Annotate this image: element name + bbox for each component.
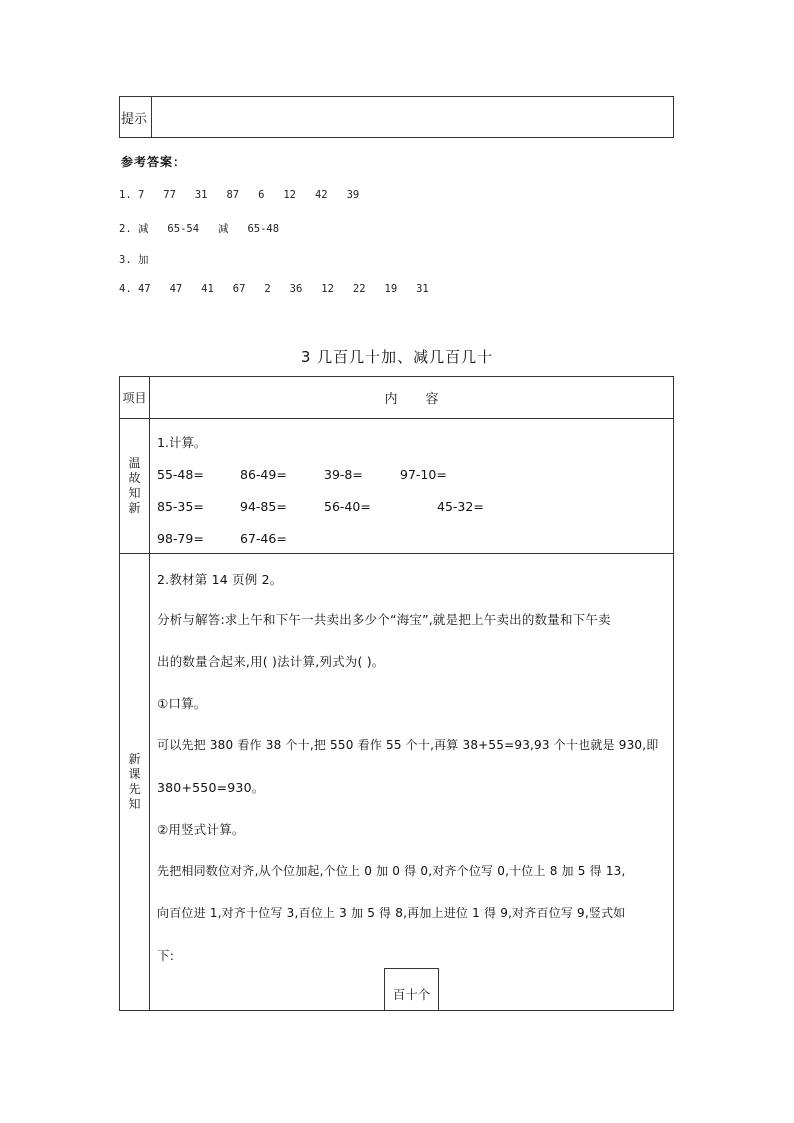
calc-item: 97-10= [400,467,447,482]
hint-content [152,97,674,138]
calc-item: 45-32= [437,499,484,514]
new-line-5: 可以先把 380 看作 38 个十,把 550 看作 55 个十,再算 38+55=93,93 个十也就是 930,即 [157,738,659,752]
calc-item: 86-49= [240,467,287,482]
answer-line-4: 4. 47 47 41 67 2 36 12 22 19 31 [119,283,429,295]
new-line-1: 2.教材第 14 页例 2。 [157,572,283,587]
new-label: 新课先知 [128,752,141,811]
table-header-row [120,377,674,419]
answer-line-3: 3. 加 [119,254,149,266]
calc-item: 39-8= [324,467,363,482]
new-lesson-row [120,554,674,1011]
vertical-calculation-box [384,968,439,1010]
new-line-3: 出的数量合起来,用( )法计算,列式为( )。 [157,654,385,669]
section-title: 3 几百几十加、减几百几十 [300,348,494,366]
review-label: 温故知新 [128,456,141,515]
new-line-4: ①口算。 [157,696,207,711]
vertical-place-header: 百十个 [392,987,431,1002]
new-line-9: 向百位进 1,对齐十位写 3,百位上 3 加 5 得 8,再加上进位 1 得 9,对齐百位写 9,竖式如 [157,906,626,920]
review-question-title: 1.计算。 [157,435,207,450]
header-content: 内容 [150,377,674,419]
review-row [120,419,674,554]
calc-item: 85-35= [157,499,204,514]
calc-item: 55-48= [157,467,204,482]
lesson-table [119,376,674,1011]
hint-label: 提示 [120,97,152,138]
calc-item: 94-85= [240,499,287,514]
new-line-7: ②用竖式计算。 [157,822,245,837]
calc-item: 67-46= [240,531,287,546]
answer-line-2: 2. 减 65-54 减 65-48 [119,223,280,235]
review-content [150,419,674,554]
hint-table [119,96,674,138]
header-label: 项目 [120,377,150,419]
new-label-cell [120,554,150,1011]
new-line-2: 分析与解答:求上午和下午一共卖出多少个“海宝”,就是把上午卖出的数量和下午卖 [157,612,611,627]
answer-line-1: 1. 7 77 31 87 6 12 42 39 [119,189,360,201]
answers-title: 参考答案： [121,155,187,169]
calc-item: 98-79= [157,531,204,546]
calc-item: 56-40= [324,499,371,514]
new-line-6: 380+550=930。 [157,780,265,795]
review-label-cell [120,419,150,554]
new-line-10: 下: [157,948,175,963]
new-line-8: 先把相同数位对齐,从个位加起,个位上 0 加 0 得 0,对齐个位写 0,十位上 8 加 5 得 13, [157,864,626,878]
new-content [150,554,674,1011]
